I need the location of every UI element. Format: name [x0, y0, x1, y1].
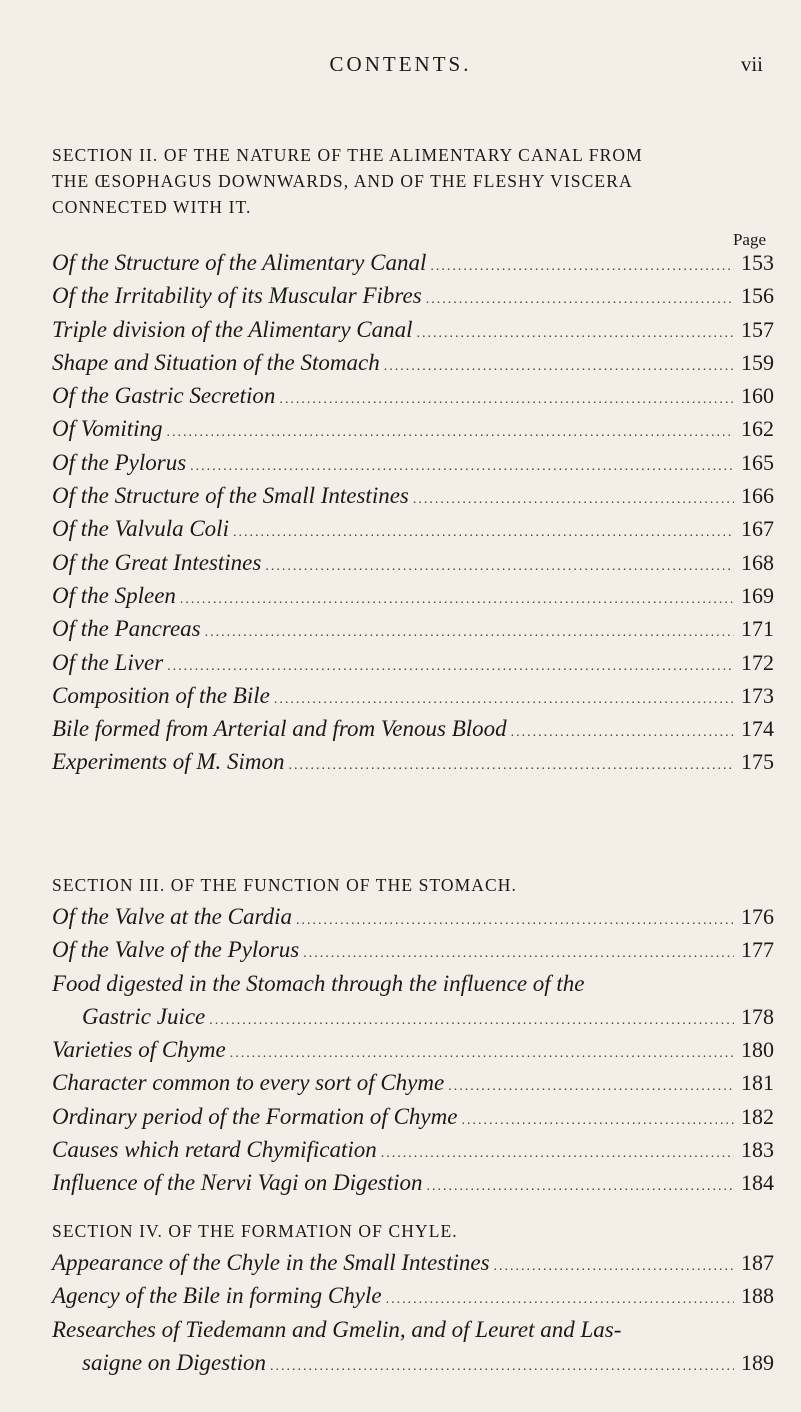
entry-title: Influence of the Nervi Vagi on Digestion [52, 1170, 423, 1196]
section-heading [52, 1218, 774, 1244]
contents-entry [52, 583, 774, 616]
contents-entry [52, 1250, 774, 1283]
dot-leader [381, 1146, 734, 1162]
entry-page: 165 [741, 449, 774, 475]
entry-title: Of the Irritability of its Muscular Fibres [52, 283, 422, 309]
dot-leader [167, 659, 734, 675]
contents-entry [52, 317, 774, 350]
dot-leader [209, 1013, 734, 1029]
dot-leader [180, 592, 734, 608]
entry-page: 189 [741, 1349, 774, 1375]
entry-title: Of the Spleen [52, 582, 176, 608]
entry-page: 183 [741, 1137, 774, 1163]
dot-leader [417, 326, 734, 342]
dot-leader [270, 1359, 734, 1375]
contents-entry [52, 937, 774, 970]
running-title: CONTENTS. [329, 52, 472, 76]
page-header [0, 52, 801, 82]
entry-page: 166 [741, 483, 774, 509]
entry-page: 162 [741, 416, 774, 442]
dot-leader [265, 559, 734, 575]
entry-title: Composition of the Bile [52, 682, 270, 708]
contents-entry [52, 1170, 774, 1203]
dot-leader [448, 1079, 734, 1095]
entry-page: 173 [741, 682, 774, 708]
entry-page: 168 [741, 549, 774, 575]
section-heading-line: SECTION III. OF THE FUNCTION OF THE STOMACH. [52, 875, 518, 895]
entry-page: 171 [741, 616, 774, 642]
dot-leader [303, 946, 734, 962]
contents-entry [52, 1037, 774, 1070]
contents-entry [52, 716, 774, 749]
entry-title: Character common to every sort of Chyme [52, 1070, 445, 1096]
contents-entry [52, 1104, 774, 1137]
contents-entry [52, 383, 774, 416]
entry-page: 178 [741, 1003, 774, 1029]
entry-page: 188 [741, 1283, 774, 1309]
dot-leader [430, 259, 734, 275]
entry-title: Of the Valve of the Pylorus [52, 937, 300, 963]
entry-title: Causes which retard Chymification [52, 1137, 377, 1163]
dot-leader [233, 525, 734, 541]
entry-page: 177 [741, 937, 774, 963]
dot-leader [205, 625, 734, 641]
entry-page: 172 [741, 649, 774, 675]
dot-leader [511, 725, 734, 741]
contents-entry [52, 1283, 774, 1316]
entry-page: 153 [741, 250, 774, 275]
dot-leader [384, 359, 734, 375]
contents-entry [52, 416, 774, 449]
contents-entry [52, 550, 774, 583]
dot-leader [279, 392, 734, 408]
section-4 [52, 1218, 774, 1383]
dot-leader [386, 1292, 734, 1308]
dot-leader [230, 1046, 734, 1062]
dot-leader [426, 1179, 734, 1195]
dot-leader [494, 1259, 734, 1275]
entry-title: Bile formed from Arterial and from Venous Blood [52, 716, 507, 742]
entry-title: Of the Structure of the Alimentary Canal [52, 250, 427, 275]
entry-title: Varieties of Chyme [52, 1037, 226, 1063]
entry-title: Of the Pylorus [52, 449, 187, 475]
entry-title: Of the Structure of the Small Intestines [52, 483, 409, 509]
section-heading-line: SECTION II. OF THE NATURE OF THE ALIMENTARY CANAL FROM [52, 145, 643, 165]
entry-page: 182 [741, 1103, 774, 1129]
entry-title: saigne on Digestion [82, 1349, 266, 1375]
contents-list [52, 904, 774, 1204]
entry-title: Gastric Juice [82, 1003, 206, 1029]
entry-page: 156 [741, 283, 774, 309]
dot-leader [461, 1113, 734, 1129]
entry-page: 176 [741, 904, 774, 929]
entry-title: Ordinary period of the Formation of Chyme [52, 1103, 458, 1129]
entry-title: Of the Liver [52, 649, 164, 675]
contents-entry [52, 616, 774, 649]
entry-title: Of the Gastric Secretion [52, 383, 276, 409]
contents-entry [52, 350, 774, 383]
contents-entry-continuation [52, 1004, 774, 1037]
entry-title: Experiments of M. Simon [52, 749, 285, 775]
dot-leader [296, 913, 734, 929]
entry-title: Of Vomiting [52, 416, 163, 442]
contents-entry [52, 483, 774, 516]
contents-entry [52, 283, 774, 316]
dot-leader [190, 459, 734, 475]
dot-leader [167, 425, 734, 441]
entry-page: 160 [741, 383, 774, 409]
entry-page: 180 [741, 1037, 774, 1063]
entry-page: 181 [741, 1070, 774, 1096]
entry-title: Food digested in the Stomach through the influence of the [52, 970, 585, 996]
entry-title: Appearance of the Chyle in the Small Intestines [52, 1250, 490, 1275]
entry-page: 157 [741, 316, 774, 342]
entry-page: 169 [741, 582, 774, 608]
section-heading-line: SECTION IV. OF THE FORMATION OF CHYLE. [52, 1221, 458, 1241]
page-number: vii [740, 52, 763, 76]
section-heading-line: THE ŒSOPHAGUS DOWNWARDS, AND OF THE FLESHY VISCERA [52, 171, 633, 191]
dot-leader [274, 692, 734, 708]
entry-title: Of the Valve at the Cardia [52, 904, 292, 929]
contents-entry [52, 516, 774, 549]
entry-page: 167 [741, 516, 774, 542]
dot-leader [426, 292, 734, 308]
section-heading-line: CONNECTED WITH IT. [52, 197, 252, 217]
section-2 [52, 142, 774, 783]
dot-leader [413, 492, 734, 508]
contents-entry [52, 250, 774, 283]
entry-title: Researches of Tiedemann and Gmelin, and of Leuret and Las- [52, 1316, 622, 1342]
dot-leader [289, 758, 734, 774]
entry-title: Of the Valvula Coli [52, 516, 229, 542]
entry-title: Shape and Situation of the Stomach [52, 349, 380, 375]
section-3 [52, 872, 774, 1204]
entry-title: Of the Pancreas [52, 616, 201, 642]
entry-title: Of the Great Intestines [52, 549, 262, 575]
contents-list [52, 250, 774, 783]
entry-page: 175 [741, 749, 774, 775]
contents-entry [52, 749, 774, 782]
entry-page: 187 [741, 1250, 774, 1275]
contents-entry [52, 650, 774, 683]
entry-page: 159 [741, 349, 774, 375]
contents-entry [52, 904, 774, 937]
section-heading [52, 872, 774, 898]
contents-entry [52, 1317, 774, 1350]
contents-entry [52, 971, 774, 1004]
contents-entry [52, 1070, 774, 1103]
contents-entry [52, 1137, 774, 1170]
contents-entry [52, 683, 774, 716]
entry-title: Triple division of the Alimentary Canal [52, 316, 413, 342]
contents-entry-continuation [52, 1350, 774, 1383]
section-heading [52, 142, 774, 220]
contents-entry [52, 450, 774, 483]
entry-page: 174 [741, 716, 774, 742]
contents-list [52, 1250, 774, 1383]
entry-title: Agency of the Bile in forming Chyle [52, 1283, 382, 1309]
entry-page: 184 [741, 1170, 774, 1196]
page-column-label: Page [732, 230, 766, 249]
